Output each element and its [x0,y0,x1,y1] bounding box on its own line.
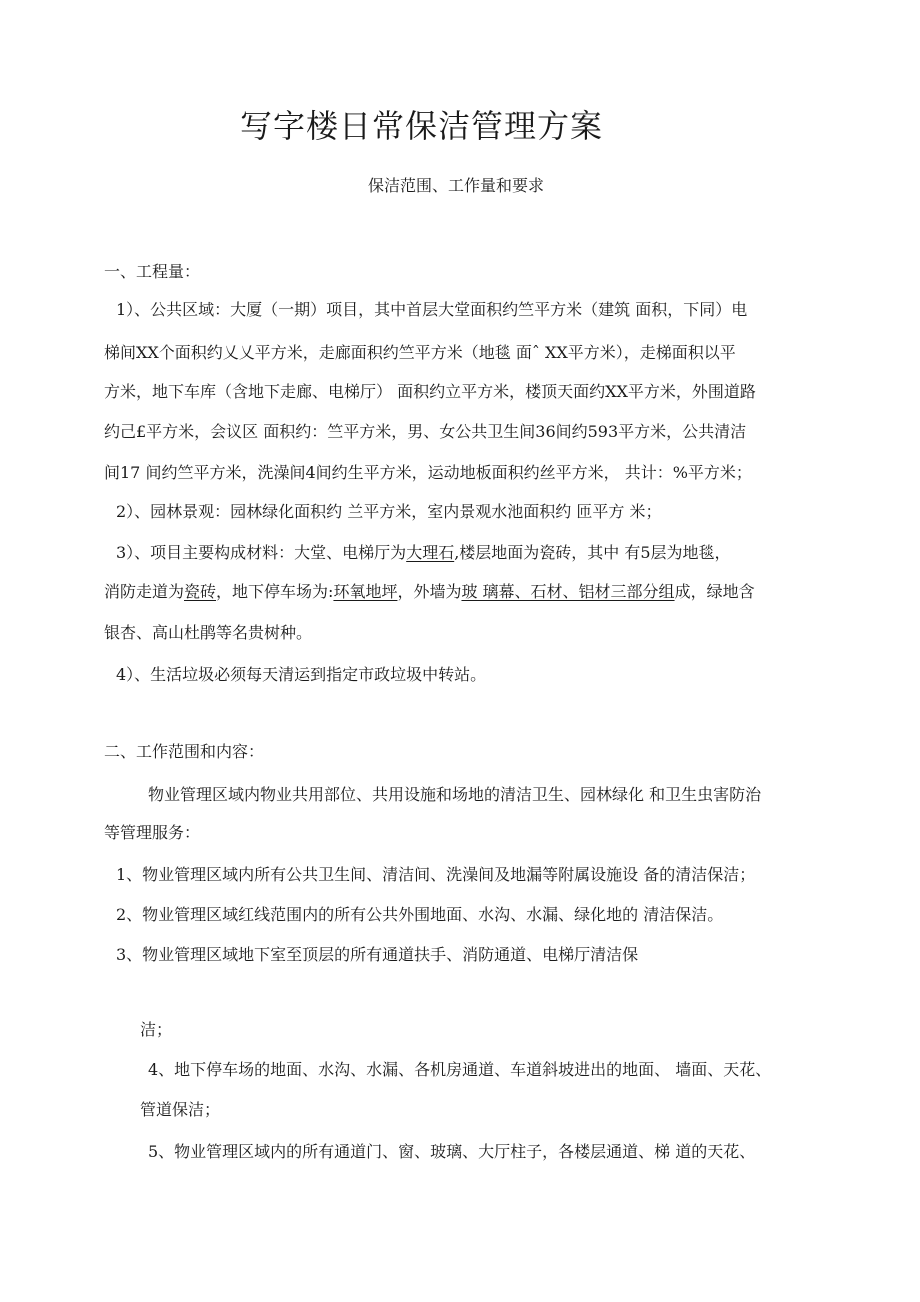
section1-heading: 一、工程量： [104,262,201,281]
section1-item1-line5: 间17 间约竺平方米，洗澡间4间约生平方米，运动地板面积约丝平方米， 共计：%平方米； [104,463,752,482]
section2-item3-line1: 3、物业管理区域地下室至顶层的所有通道扶手、消防通道、电梯厅清洁保 [116,945,639,964]
section1-item3-line3: 银杏、高山杜鹃等名贵树种。 [104,623,313,642]
material-tile: 瓷砖 [184,582,217,601]
section2-item4-line2: 管道保洁； [140,1100,221,1119]
section2-item1: 1、物业管理区域内所有公共卫生间、清洁间、洗澡间及地漏等附属设施设 备的清洁保洁； [116,865,756,884]
section1-item4: 4）、生活垃圾必须每天清运到指定市政垃圾中转站。 [116,665,487,684]
item3-text-e: ，外墙为 [397,582,462,601]
section1-item1-line4: 约己£平方米，会议区 面积约：竺平方米，男、女公共卫生间36间约593平方米，公共清洁 [104,422,747,441]
section2-intro-line2: 等管理服务： [104,823,201,842]
material-facade: 玻 璃幕、石材、铝材三部分组 [461,582,675,601]
section1-item1-line2: 梯间XX个面积约乂乂平方米，走廊面积约竺平方米（地毯 面ˆ XX平方米），走梯面积以平 [104,343,736,362]
material-epoxy-floor: 环氧地坪 [333,582,398,601]
section1-item1-line3: 方米，地下车库（含地下走廊、电梯厅） 面积约立平方米，楼顶天面约XX平方米，外围道路 [104,382,756,401]
item3-text-d: ，地下停车场为: [216,582,334,601]
section1-item3-line1 [116,543,731,563]
section2-item5-line1: 5、物业管理区域内的所有通道门、窗、玻璃、大厅柱子，各楼层通道、梯 道的天花、 [148,1142,756,1161]
material-marble: 大理石 [406,543,455,562]
section2-item4-line1: 4、地下停车场的地面、水沟、水漏、各机房通道、车道斜坡进出的地面、 墙面、天花、 [148,1060,772,1079]
section1-item3-line2 [104,582,755,602]
document-title: 写字楼日常保洁管理方案 [240,107,604,145]
section2-heading: 二、工作范围和内容： [104,742,265,761]
section2-item2: 2、物业管理区域红线范围内的所有公共外围地面、水沟、水漏、绿化地的 清洁保洁。 [116,905,724,924]
item3-text-f: 成，绿地含 [674,582,755,601]
item3-text-a: 3）、项目主要构成材料：大堂、电梯厅为 [116,543,407,562]
section2-intro-line1: 物业管理区域内物业共用部位、共用设施和场地的清洁卫生、园林绿化 和卫生虫害防治 [148,785,762,804]
section1-item1-line1: 1）、公共区域：大厦（一期）项目，其中首层大堂面积约竺平方米（建筑 面积，下同）电 [116,300,748,319]
document-subtitle: 保洁范围、工作量和要求 [368,176,545,195]
section2-item3-line2: 洁； [140,1020,173,1039]
item3-text-b: ,楼层地面为瓷砖，其中 有5层为地毯， [454,543,731,562]
section1-item2: 2）、园林景观：园林绿化面积约 兰平方米，室内景观水池面积约 匝平方 米； [116,502,662,521]
item3-text-c: 消防走道为 [104,582,185,601]
